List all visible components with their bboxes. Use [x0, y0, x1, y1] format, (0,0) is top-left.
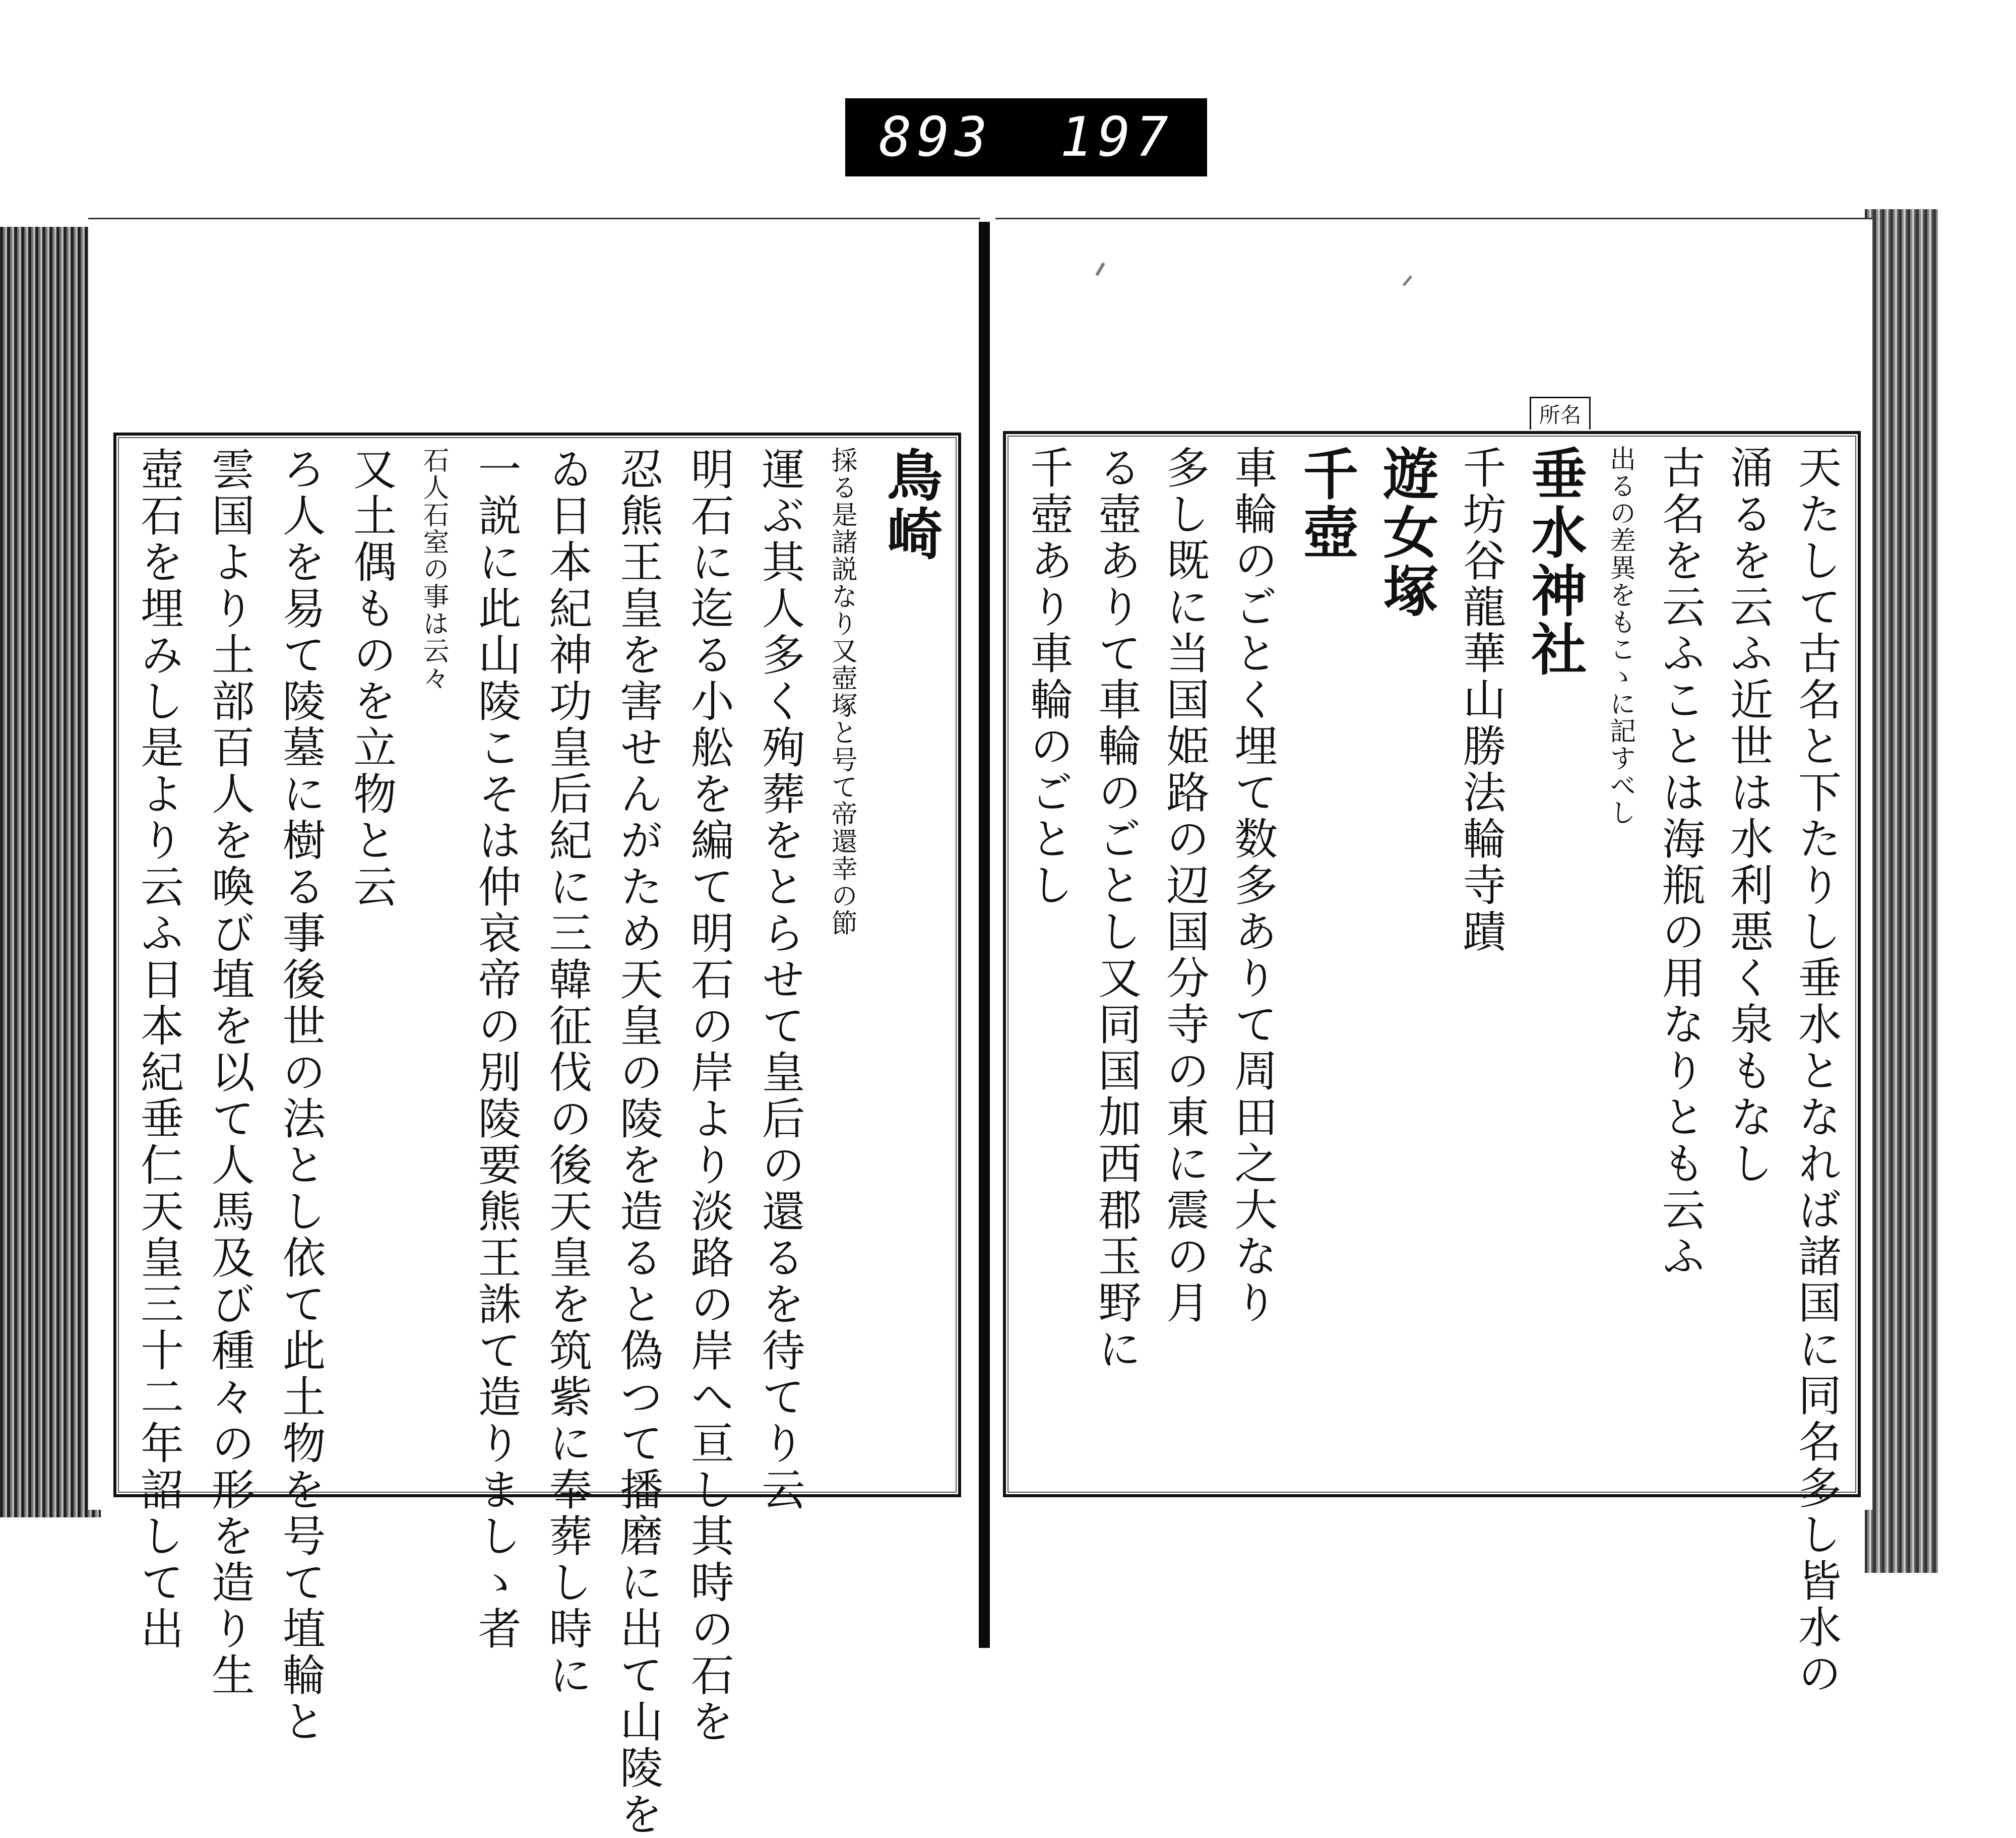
call-number-left: 893: [878, 106, 993, 169]
text-column: 忍熊王皇を害せんがため天皇の陵を造ると偽つて播磨に出て山陵を: [612, 447, 663, 1838]
text-column: 千坊谷龍華山勝法輪寺蹟: [1455, 445, 1506, 955]
right-page-text-frame: [1003, 431, 1861, 1697]
text-column: 千壺: [1294, 445, 1359, 562]
text-column: 車輪のごとく埋て数多ありて周田之大なり: [1227, 445, 1278, 1326]
text-column: 千壺あり車輪のごとし: [1023, 445, 1073, 909]
text-column: 涌るを云ふ近世は水利悪く泉もなし: [1722, 445, 1773, 1187]
text-column: ろ人を易て陵墓に樹る事後世の法とし依て此土物を号て埴輪と: [275, 447, 326, 1745]
text-column: 採る是諸説なり又壺塚と号て帝還幸の節: [827, 447, 857, 937]
book-left-page-edges: [0, 227, 101, 1517]
call-number-right: 197: [1059, 106, 1174, 169]
section-tab-label: 所名: [1530, 397, 1591, 430]
text-column: る壺ありて車輪のごとし又同国加西郡玉野に: [1091, 445, 1142, 1373]
text-column: 古名を云ふことは海瓶の用なりとも云ふ: [1654, 445, 1705, 1280]
book-gutter: [979, 222, 990, 1648]
text-column: 石人石室の事は云々: [418, 447, 449, 692]
text-column: 鳥崎: [877, 447, 943, 564]
text-column: 出るの差異をもこゝに記すべし: [1605, 445, 1635, 826]
left-page-columns: [133, 447, 943, 1838]
text-column: 又土偶ものを立物と云: [346, 447, 397, 910]
call-number-label: [845, 98, 1207, 176]
text-column: 雲国より土部百人を喚び埴を以て人馬及び種々の形を造り生: [204, 447, 255, 1699]
text-column: 壺石を埋みし是より云ふ日本紀垂仁天皇三十二年詔して出: [133, 447, 183, 1652]
text-column: 多し既に当国姫路の辺国分寺の東に震の月: [1159, 445, 1210, 1326]
text-column: 運ぶ其人多く殉葬をとらせて皇后の還るを待てり云: [754, 447, 805, 1513]
text-column: 垂水神社: [1522, 445, 1588, 679]
text-column: 遊女塚: [1374, 445, 1439, 621]
text-column: 天たして古名と下たりし垂水となれば諸国に同名多し皆水の: [1790, 445, 1841, 1697]
left-page-text-frame: [113, 433, 961, 1838]
text-column: 明石に迄る小舩を編て明石の岸より淡路の岸へ亘し其時の石を: [683, 447, 734, 1745]
right-page-columns: [1023, 445, 1841, 1697]
text-column: 一説に此山陵こそは仲哀帝の別陵要熊王誅て造りましゝ者: [470, 447, 521, 1652]
book-right-page-edges: [1865, 209, 1938, 1573]
text-column: ゐ日本紀神功皇后紀に三韓征伐の後天皇を筑紫に奉葬し時に: [541, 447, 592, 1699]
